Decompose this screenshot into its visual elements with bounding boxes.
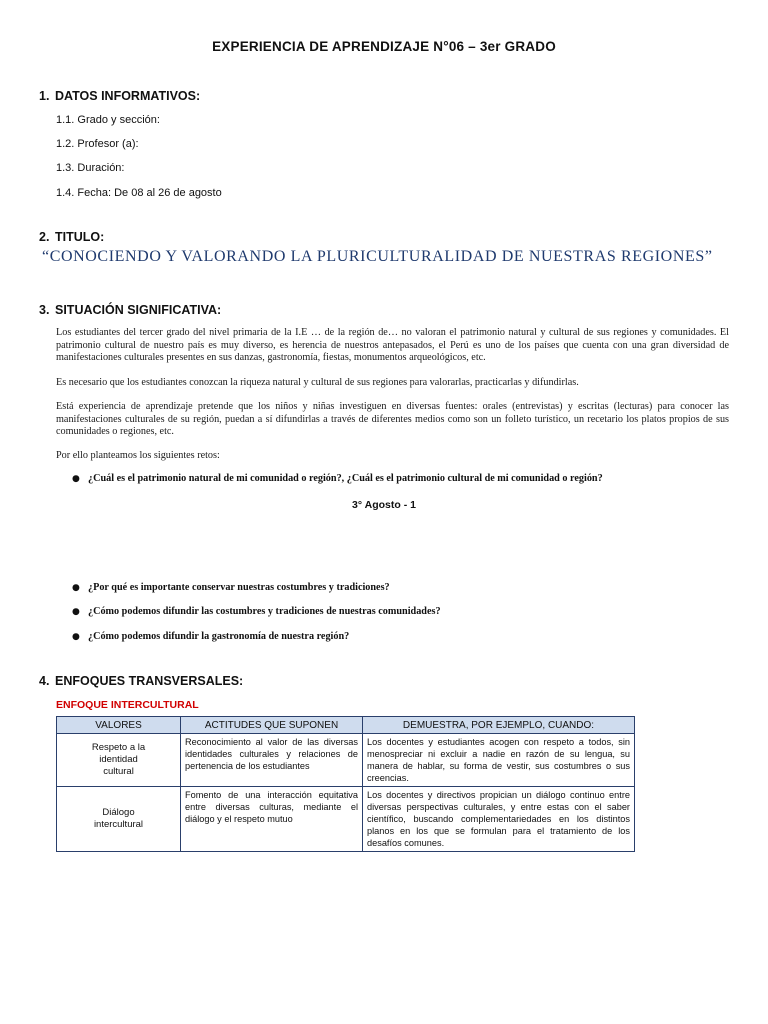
situation-paragraph-2: Es necesario que los estudiantes conozcan la riqueza natural y cultural de sus regiones para valorarlas, practicarlas y difundirlas. [56,377,579,388]
bullet-icon: ● [72,607,80,617]
situation-paragraph-3: Está experiencia de aprendizaje pretende que los niños y niñas investiguen en diversas fuentes: orales (entrevistas) y escritas (lecturas) para conocer las manifestaciones culturales de su región, puedan a sí difundirlas a través de diferentes medios como son un folleto turístico, un recetario los platos propios de sus comunidades o regiones, etc. [56,401,729,438]
section-2-title: TITULO: [55,230,105,244]
section-4-title: ENFOQUES TRANSVERSALES: [55,674,244,688]
ejemplo-cell: Los docentes y estudiantes acogen con respeto a todos, sin menospreciar ni excluir a nadie en razón de su lengua, su manera de hablar, su forma de vestir, sus costumbres o sus creencias. [363,734,635,787]
valor-text: Diálogo intercultural [93,807,144,830]
bullet-icon: ● [72,583,80,593]
ejemplo-cell: Los docentes y directivos propician un diálogo continuo entre diversas perspectivas culturales, y entre estas con el saber científico, buscando complementariedades en los distintos planos en los que se formulan para el tratamiento de los desafíos comunes. [363,787,635,852]
table-row [57,734,635,787]
section-3-title: SITUACIÓN SIGNIFICATIVA: [55,303,222,317]
date-note: 3° Agosto - 1 [352,499,416,511]
enfoque-label: ENFOQUE INTERCULTURAL [56,699,199,711]
challenge-text: ¿Cuál es el patrimonio natural de mi comunidad o región?, ¿Cuál es el patrimonio cultural de mi comunidad o región? [88,473,603,484]
info-profesor: 1.2. Profesor (a): [56,138,139,150]
table-header-row [57,717,635,734]
challenge-item [72,631,712,642]
column-header: DEMUESTRA, POR EJEMPLO, CUANDO: [363,717,635,734]
section-1-title: DATOS INFORMATIVOS: [55,89,201,103]
challenge-text: ¿Por qué es importante conservar nuestras costumbres y tradiciones? [88,582,390,593]
section-4-number: 4. [39,674,50,688]
values-table [56,716,635,852]
bullet-icon: ● [72,474,80,484]
column-header: ACTITUDES QUE SUPONEN [181,717,363,734]
valor-cell [57,787,181,852]
challenge-item [72,473,712,484]
section-2-number: 2. [39,230,50,244]
info-grado: 1.1. Grado y sección: [56,114,160,126]
section-3-heading [39,303,221,317]
section-4-heading [39,674,243,688]
section-1-number: 1. [39,89,50,103]
situation-paragraph-1: Los estudiantes del tercer grado del nivel primaria de la I.E … de la región de… no valoran el patrimonio natural y cultural de sus regiones y comunidades. El patrimonio cultural de nuestro país es muy diverso, es herencia de nuestros antepasados, el Perú es uno de los países que cuenta con una gran diversidad de manifestaciones culturales presentes en sus danzas, gastronomía, fiestas, monumentos arqueológicos, etc. [56,327,729,364]
info-duracion: 1.3. Duración: [56,162,125,174]
challenge-text: ¿Cómo podemos difundir la gastronomía de nuestra región? [88,631,350,642]
info-fecha: 1.4. Fecha: De 08 al 26 de agosto [56,187,222,199]
column-header: VALORES [57,717,181,734]
section-2-heading [39,230,104,244]
document-title: EXPERIENCIA DE APRENDIZAJE N°06 – 3er GRADO [212,39,556,54]
situation-paragraph-4: Por ello planteamos los siguientes retos: [56,450,220,461]
actitud-cell: Fomento de una interacción equitativa entre diversas culturas, mediante el diálogo y el respeto mutuo [181,787,363,852]
section-1-heading [39,89,200,103]
actitud-cell: Reconocimiento al valor de las diversas identidades culturales y relaciones de pertenencia de los estudiantes [181,734,363,787]
experience-title: “CONOCIENDO Y VALORANDO LA PLURICULTURALIDAD DE NUESTRAS REGIONES” [42,248,713,265]
challenge-text: ¿Cómo podemos difundir las costumbres y tradiciones de nuestras comunidades? [88,606,441,617]
valor-text: Respeto a la identidad cultural [91,742,146,777]
challenge-item [72,582,712,593]
bullet-icon: ● [72,632,80,642]
section-3-number: 3. [39,303,50,317]
valor-cell [57,734,181,787]
challenge-item [72,606,712,617]
table-row [57,787,635,852]
